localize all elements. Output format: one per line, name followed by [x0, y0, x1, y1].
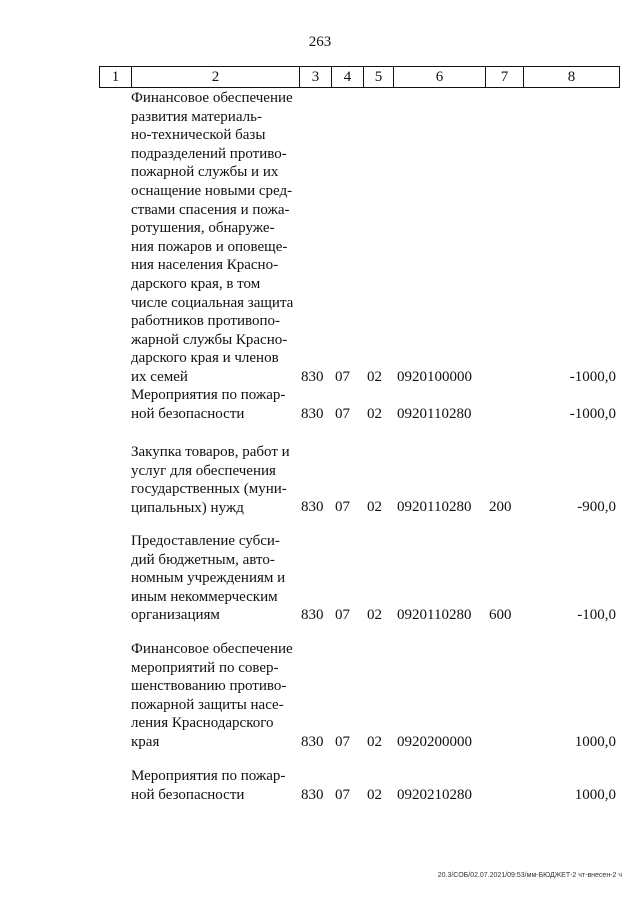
row-expense-type: 200 [489, 499, 512, 515]
row-target-article: 0920200000 [397, 734, 472, 750]
row-subsection: 02 [367, 607, 382, 623]
row-subsection: 02 [367, 499, 382, 515]
row-amount: 1000,0 [574, 787, 616, 803]
row-name: Финансовое обеспечение мероприятий по совер- шенствованию противо- пожарной защиты насе- ления Краснодарского края [131, 641, 293, 750]
row-subsection: 02 [367, 369, 382, 385]
row-ministry-code: 830 [301, 607, 324, 623]
row-name: Финансовое обеспечение развития материаль- но-технической базы подразделений противо- пожарной службы и их оснащение новыми сред- ствами спасения и пожа- ротушения, обнаруже- ния пожаров и оповеще- ния населения Красно- дарского края, в том числе социальная защита работников противопо- жарной службы Красно- дарского края и членов их семей [131, 90, 294, 385]
row-amount: -1000,0 [569, 406, 616, 422]
row-section: 07 [335, 787, 350, 803]
row-amount: -1000,0 [569, 369, 616, 385]
column-header-7: 7 [486, 67, 524, 88]
column-header-5: 5 [364, 67, 394, 88]
row-name: Мероприятия по пожар- ной безопасности [131, 387, 286, 422]
row-section: 07 [335, 499, 350, 515]
row-target-article: 0920110280 [397, 406, 472, 422]
row-expense-type: 600 [489, 607, 512, 623]
row-section: 07 [335, 607, 350, 623]
row-section: 07 [335, 369, 350, 385]
row-section: 07 [335, 406, 350, 422]
row-amount: -900,0 [577, 499, 616, 515]
column-header-2: 2 [132, 67, 300, 88]
row-ministry-code: 830 [301, 369, 324, 385]
row-target-article: 0920100000 [397, 369, 472, 385]
row-name: Закупка товаров, работ и услуг для обеспечения государственных (муни- ципальных) нужд [131, 444, 290, 516]
column-header-3: 3 [300, 67, 332, 88]
row-subsection: 02 [367, 734, 382, 750]
row-subsection: 02 [367, 406, 382, 422]
row-name: Предоставление субси- дий бюджетным, авто- номным учреждениям и иным некоммерческим организациям [131, 533, 286, 624]
row-ministry-code: 830 [301, 499, 324, 515]
row-ministry-code: 830 [301, 787, 324, 803]
column-header-6: 6 [394, 67, 486, 88]
row-subsection: 02 [367, 787, 382, 803]
row-amount: 1000,0 [574, 734, 616, 750]
row-amount: -100,0 [577, 607, 616, 623]
column-header-8: 8 [524, 67, 620, 88]
row-target-article: 0920110280 [397, 499, 472, 515]
row-name: Мероприятия по пожар- ной безопасности [131, 768, 286, 803]
column-header-1: 1 [100, 67, 132, 88]
row-ministry-code: 830 [301, 406, 324, 422]
column-header-row [100, 67, 620, 88]
row-target-article: 0920110280 [397, 607, 472, 623]
row-ministry-code: 830 [301, 734, 324, 750]
page-number: 263 [308, 34, 332, 50]
row-target-article: 0920210280 [397, 787, 472, 803]
column-header-table [99, 66, 620, 88]
column-header-4: 4 [332, 67, 364, 88]
document-footer: 20.3/СОБ/02.07.2021/09:53/мм-БЮДЖЕТ-2 чт-внесен-2 ч [437, 872, 622, 879]
row-section: 07 [335, 734, 350, 750]
